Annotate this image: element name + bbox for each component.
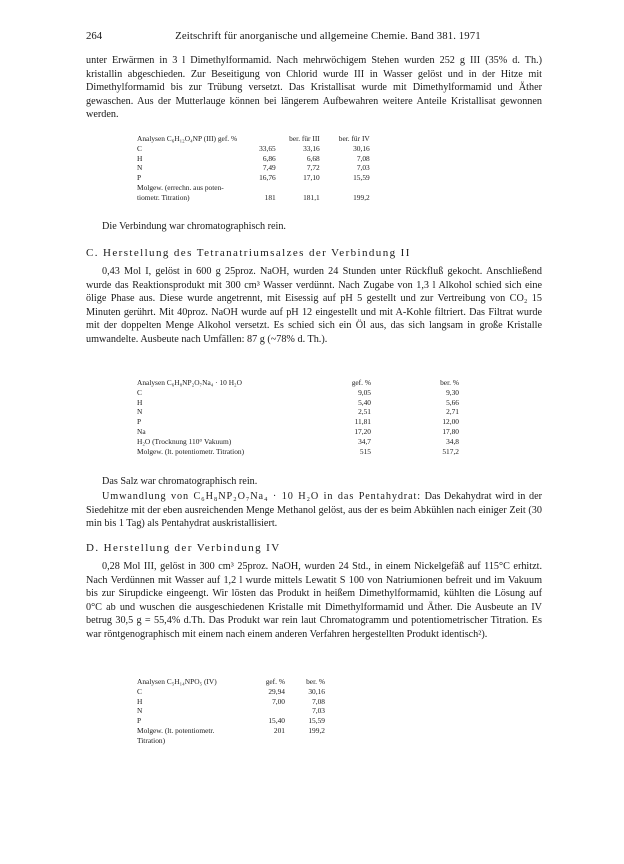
table-cell: Titration) bbox=[137, 735, 166, 745]
table-cell: 6,68 bbox=[306, 153, 320, 163]
table-cell bbox=[245, 736, 285, 746]
table-cell bbox=[320, 183, 370, 193]
table-cell: H bbox=[137, 153, 143, 163]
analysis-table-tetrasodium-body bbox=[137, 378, 459, 456]
table-cell bbox=[276, 183, 320, 193]
table-cell: 30,16 bbox=[308, 686, 325, 696]
table-header-row bbox=[137, 378, 459, 388]
section-d-heading: D. Herstellung der Verbindung IV bbox=[86, 542, 281, 554]
section-c-heading: C. Herstellung des Tetranatriumsalzes der Verbindung II bbox=[86, 247, 411, 259]
table-cell: 17,10 bbox=[303, 173, 320, 183]
table-cell: N bbox=[137, 706, 143, 716]
table-row bbox=[137, 398, 459, 408]
table-cell: Molgew. (errechn. aus poten- bbox=[137, 182, 224, 192]
table-row bbox=[137, 687, 325, 697]
table-row bbox=[137, 173, 370, 183]
table-row bbox=[137, 427, 459, 437]
table-cell: 34,8 bbox=[446, 436, 459, 446]
table-header-cell: ber. % bbox=[306, 677, 325, 686]
table-cell: N bbox=[137, 163, 143, 173]
table-cell: 33,65 bbox=[259, 143, 276, 153]
table-cell: Na bbox=[137, 426, 146, 436]
table-row bbox=[137, 183, 370, 193]
table-header-cell: gef. % bbox=[351, 378, 371, 387]
table-cell: 181,1 bbox=[303, 192, 320, 202]
analysis-table-tetrasodium bbox=[137, 378, 459, 456]
table-cell: 33,16 bbox=[303, 143, 320, 153]
table-cell: 201 bbox=[273, 725, 285, 735]
table-cell: 30,16 bbox=[353, 143, 370, 153]
table-cell: 199,2 bbox=[353, 192, 370, 202]
table-cell: H bbox=[137, 696, 143, 706]
analysis-table-iv-body bbox=[137, 677, 325, 746]
table-row bbox=[137, 417, 459, 427]
table-row bbox=[137, 697, 325, 707]
table-cell: C bbox=[137, 686, 142, 696]
page-number: 264 bbox=[86, 30, 103, 42]
table-cell bbox=[224, 183, 276, 193]
table-cell bbox=[245, 706, 285, 716]
table-cell: 9,30 bbox=[446, 387, 459, 397]
table-cell: tiometr. Titration) bbox=[137, 192, 190, 202]
table-cell: 6,86 bbox=[262, 153, 276, 163]
running-header bbox=[86, 30, 542, 44]
table-cell: 7,08 bbox=[312, 696, 325, 706]
table-cell: 29,94 bbox=[268, 686, 285, 696]
table-cell: 2,51 bbox=[358, 407, 371, 417]
intro-paragraph: unter Erwärmen in 3 l Dimethylformamid. Nach mehrwöchigem Stehen wurden 252 g III (35% d. Th.) kristallin abgeschieden. Zur Beseitigung von Chlorid wurde III in Wasser gelöst und in der Hitze mit Dimethylformamid bis zur Trübung versetzt. Das Kristallisat wurde mit Dimethylformamid und Äther gewaschen. Aus der Mutterlauge können bei längerem Aufbewahren weitere Anteile Kristallisat gewonnen werden. bbox=[86, 55, 542, 121]
analysis-table-iv bbox=[137, 677, 325, 746]
table-cell: 17,80 bbox=[442, 426, 459, 436]
table-cell: P bbox=[137, 173, 142, 183]
table-row bbox=[137, 437, 459, 447]
section-c-text: 0,43 Mol I, gelöst in 600 g 25proz. NaOH, wurden 24 Stunden unter Rückfluß gekocht. Anschließend wurde das Reaktionsprodukt mit 300 cm³ Wasser verdünnt. Nach Zugabe von 1,3 l Alkohol schied sich eine ölige Phase aus. Diese wurde angetrennt, mit Eisessig auf pH 5 gestellt und zur Vertreibung von CO₂ 15 Minuten gerührt. Mit 40proz. NaOH wurde auf pH 12 eingestellt und mit A-Kohle filtriert. Das Filtrat wurde mit der doppelten Menge Alkohol versetzt. Es schied sich ein Öl aus, das sich langsam in große Kristalle umwandelte. Ausbeute nach Umfällen: 87 g (~78% d. Th.). bbox=[86, 266, 542, 345]
table-cell: 17,20 bbox=[354, 426, 371, 436]
table-cell: C bbox=[137, 387, 142, 397]
table-row bbox=[137, 154, 370, 164]
table-cell: 7,72 bbox=[306, 163, 320, 173]
table-header-cell: gef. % bbox=[265, 677, 285, 686]
table-cell: 181 bbox=[264, 192, 276, 202]
table-header-cell: ber. für IV bbox=[338, 134, 370, 143]
table-header-cell: ber. für III bbox=[289, 134, 320, 143]
table-cell: 7,03 bbox=[356, 163, 370, 173]
table-cell: C bbox=[137, 143, 142, 153]
table-header-row bbox=[137, 677, 325, 687]
table-cell: 517,2 bbox=[442, 446, 459, 456]
table-header-row bbox=[137, 134, 370, 144]
table-cell: 5,66 bbox=[446, 397, 459, 407]
table-header-cell: Analysen C₅H₁₄NPO₅ (IV) bbox=[137, 677, 217, 686]
salt-note bbox=[86, 475, 542, 489]
table-cell: 7,08 bbox=[356, 153, 370, 163]
table-cell bbox=[285, 736, 325, 746]
table-row bbox=[137, 726, 325, 736]
salt-note-text: Das Salz war chromatographisch rein. bbox=[102, 476, 258, 487]
table-cell: 16,76 bbox=[259, 173, 276, 183]
conversion-paragraph bbox=[86, 490, 542, 531]
table-cell: Molgew. (lt. potentiometr. bbox=[137, 725, 215, 735]
table-cell: 7,03 bbox=[312, 706, 325, 716]
table-cell: 34,7 bbox=[358, 436, 371, 446]
table-cell: 5,40 bbox=[358, 397, 371, 407]
table-cell: 2,71 bbox=[446, 407, 459, 417]
section-d-paragraph bbox=[86, 560, 542, 641]
table-row bbox=[137, 447, 459, 457]
journal-title: Zeitschrift für anorganische und allgemeine Chemie. Band 381. 1971 bbox=[175, 30, 481, 42]
table-row bbox=[137, 706, 325, 716]
table-header-cell: Analysen C₆H₁₂O₄NP (III) gef. % bbox=[137, 134, 238, 143]
table-cell: 11,81 bbox=[354, 417, 371, 427]
table-row bbox=[137, 163, 370, 173]
table-cell: 199,2 bbox=[308, 725, 325, 735]
table-row bbox=[137, 716, 325, 726]
table-cell: Molgew. (lt. potentiometr. Titration) bbox=[137, 446, 245, 456]
conversion-lead: Umwandlung von C₆H₈NP₂O₇Na₄ · 10 H₂O in das Pentahydrat: bbox=[102, 491, 421, 502]
table-row bbox=[137, 388, 459, 398]
analysis-table-iii bbox=[137, 134, 370, 203]
table-cell: 7,00 bbox=[272, 696, 285, 706]
table-header-cell: ber. % bbox=[440, 378, 459, 387]
table-cell: H bbox=[137, 397, 143, 407]
table-cell: 12,00 bbox=[442, 417, 459, 427]
section-c-paragraph bbox=[86, 265, 542, 346]
table-cell: P bbox=[137, 417, 142, 427]
table-row bbox=[137, 736, 325, 746]
analysis-table-iii-body bbox=[137, 134, 370, 203]
table-cell: 15,59 bbox=[308, 716, 325, 726]
table-row bbox=[137, 144, 370, 154]
table-cell: 9,05 bbox=[358, 387, 371, 397]
table-cell: 7,49 bbox=[262, 163, 276, 173]
conversion-text: Das Dekahydrat wird in der Siedehitze mit der eben ausreichenden Menge Methanol gelöst, aus der es beim Abkühlen nach einiger Zeit (30 min bis 1 Tag) als Pentahydrat auskristallisiert. bbox=[86, 491, 542, 530]
table-row bbox=[137, 407, 459, 417]
table-cell: H₂O (Trocknung 110° Vakuum) bbox=[137, 436, 232, 446]
table-header-cell: Analysen C₆H₈NP₂O₇Na₄ · 10 H₂O bbox=[137, 378, 242, 387]
section-d-text: 0,28 Mol III, gelöst in 300 cm³ 25proz. NaOH, wurden 24 Std., in einem Nickelgefäß auf 115°C erhitzt. Nach Verdünnen mit Wasser auf 1,2 l wurde mittels Lewatit S 100 von Natriumionen befreit und im Vakuum bis zur Sirupdicke eingeengt. Wir lösten das Produkt in heißem Dimethylformamid, kühlten die Lösung auf 0°C ab und wuschen die ausgeschiedenen Kristalle mit Dimethylformamid und Äther. Die Ausbeute an IV betrug 30,5 g = 55,4% d.Th. Das Produkt war rein laut Chromatogramm und potentiometrischer Titration. Es war röntgenographisch mit einem nach einem anderen Verfahren hergestellten Produkt identisch²). bbox=[86, 561, 542, 640]
table-cell: 15,59 bbox=[353, 173, 370, 183]
table-row bbox=[137, 193, 370, 203]
chromatography-note bbox=[86, 220, 542, 234]
note-text: Die Verbindung war chromatographisch rein. bbox=[102, 221, 286, 232]
table-cell: 15,40 bbox=[268, 716, 285, 726]
table-cell: N bbox=[137, 407, 143, 417]
table-cell: 515 bbox=[359, 446, 371, 456]
table-cell: P bbox=[137, 716, 142, 726]
